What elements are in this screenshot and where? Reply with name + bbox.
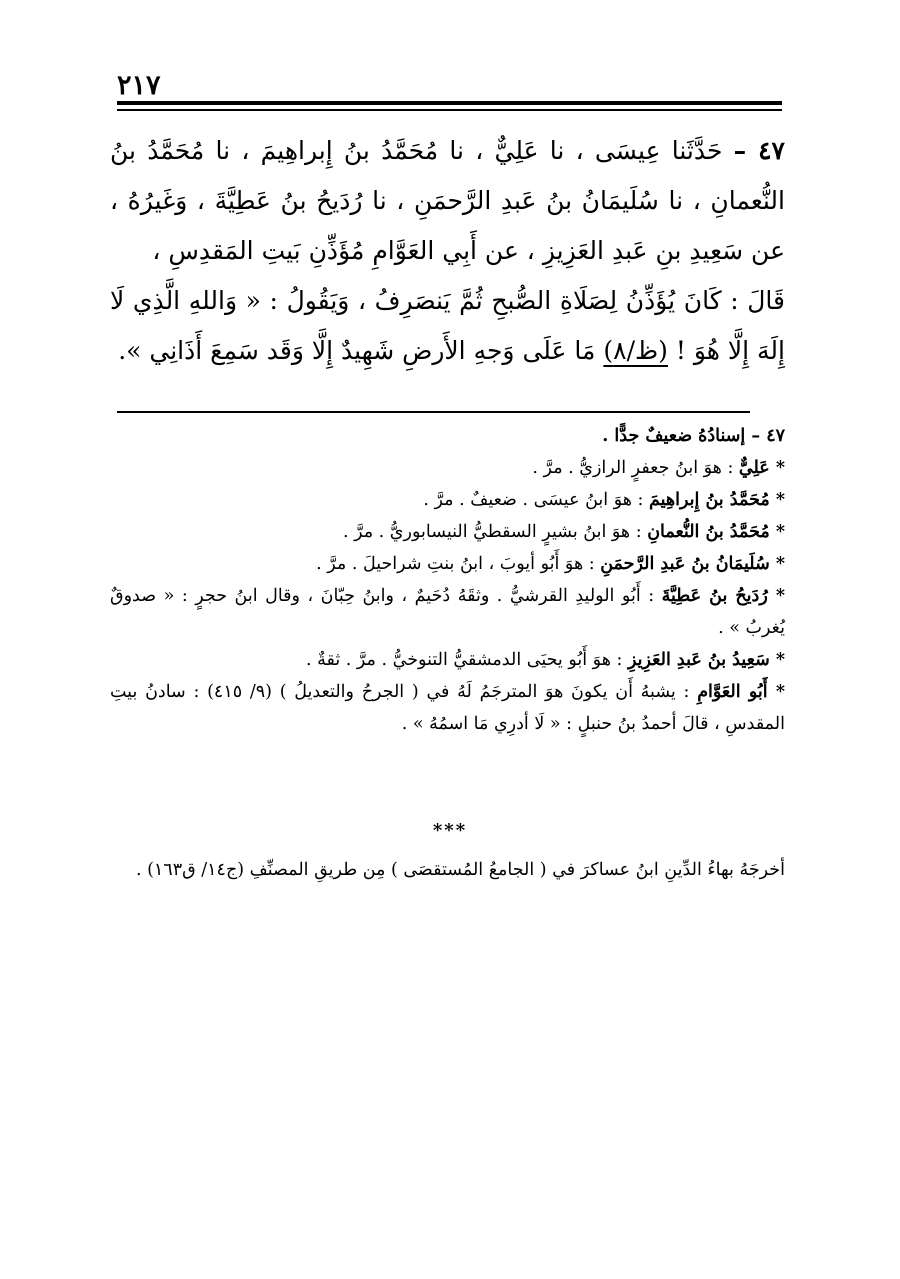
hadith-text	[110, 126, 785, 376]
narrator-note	[110, 676, 785, 740]
chain-line-3: عَبدِ العَزِيزِ ، عن أَبِي العَوَّامِ مُؤَذِّنِ بَيتِ المَقدِسِ ،	[152, 236, 648, 265]
section-separator: ***	[432, 820, 468, 841]
hadith-chain	[110, 126, 785, 276]
narrator-name: * مُحَمَّدُ بنُ النُّعمانِ	[647, 522, 785, 542]
narrator-desc: : هوَ ابنُ عيسَى . ضعيفٌ . مرَّ .	[423, 490, 649, 510]
narrator-desc: : أَبُو الوليدِ القرشيُّ . وثقَهُ دُحَيمٌ ، وابنُ حِبّانَ ، وقال ابنُ حجرٍ : « صدوقٌ يُغربُ » .	[110, 586, 785, 638]
footnotes	[110, 420, 785, 740]
narrator-note	[110, 516, 785, 548]
matn-line-2a: لَا إِلَهَ إِلَّا هُوَ !	[110, 286, 785, 365]
footnote-rule	[117, 411, 750, 413]
isnad-grade: ٤٧ – إسنادُهُ ضعيفٌ جدًّا .	[602, 426, 785, 446]
header-rule-thick	[117, 101, 782, 105]
narrator-name: * رُدَيحُ بنُ عَطِيَّةَ	[661, 586, 785, 606]
hadith-matn	[110, 276, 785, 376]
narrator-name: * سُلَيمَانُ بنُ عَبدِ الرَّحمَنِ	[600, 554, 785, 574]
narrator-name: * أَبُو العَوَّامِ	[697, 682, 786, 702]
narrator-note	[110, 548, 785, 580]
takhrij-note: أخرجَهُ بهاءُ الدِّينِ ابنُ عساكرَ في ( الجامعُ المُستقصَى ) مِن طريقِ المصنِّفِ (ج١٤/ ق١٦٣) .	[135, 860, 785, 880]
page-number: ٢١٧	[117, 70, 161, 101]
narrator-desc: : هوَ أَبُو أيوبَ ، ابنُ بنتِ شراحيلَ . مرَّ .	[316, 554, 601, 574]
narrator-name: * عَلِيٌّ	[738, 458, 785, 478]
chain-line-2: نا سُلَيمَانُ بنُ عَبدِ الرَّحمَنِ ، نا رُدَيحُ بنُ عَطِيَّةَ ، وَغَيرُهُ ، عن سَعِيدِ بنِ	[110, 186, 785, 265]
matn-line-1: قَالَ : كَانَ يُؤَذِّنُ لِصَلَاةِ الصُّبحِ ثُمَّ يَنصَرِفُ ، وَيَقُولُ : « وَاللهِ الَّذِي	[132, 286, 785, 315]
narrator-name: * سَعِيدُ بنُ عَبدِ العَزِيزِ	[627, 650, 785, 670]
header-rule-thin	[117, 109, 782, 111]
narrator-desc: : هوَ ابنُ بشيرٍ السقطيُّ النيسابوريُّ . مرَّ .	[342, 522, 648, 542]
narrator-note	[110, 452, 785, 484]
manuscript-folio-marker: (ظ/٨)	[603, 336, 668, 365]
narrator-note	[110, 644, 785, 676]
hadith-number: ٤٧ –	[733, 136, 785, 165]
narrator-desc: : هوَ ابنُ جعفرٍ الرازيُّ . مرَّ .	[532, 458, 739, 478]
narrator-name: * مُحَمَّدُ بنُ إِبراهِيمَ	[648, 490, 785, 510]
narrator-desc: : هوَ أَبُو يحيَى الدمشقيُّ التنوخيُّ . مرَّ . ثقةٌ .	[305, 650, 628, 670]
chain-line-1: حَدَّثَنا عِيسَى ، نا عَلِيٌّ ، نا مُحَمَّدُ بنُ إِبراهِيمَ ، نا مُحَمَّدُ بنُ النُّعمانِ ،	[110, 136, 785, 215]
matn-line-2b: مَا عَلَى وَجهِ الأَرضِ شَهِيدٌ إِلَّا وَقَد سَمِعَ أَذَانِي ».	[118, 336, 596, 365]
narrator-note	[110, 580, 785, 644]
narrator-note	[110, 484, 785, 516]
narrator-desc: : يشبهُ أَن يكونَ هوَ المترجَمُ لَهُ في ( الجرحُ والتعديلُ ) (٩/ ٤١٥) : سادنُ بيتِ المقدسِ ، قالَ أحمدُ بنُ حنبلٍ : « لَا أدرِي مَا اسمُهُ » .	[110, 682, 785, 734]
